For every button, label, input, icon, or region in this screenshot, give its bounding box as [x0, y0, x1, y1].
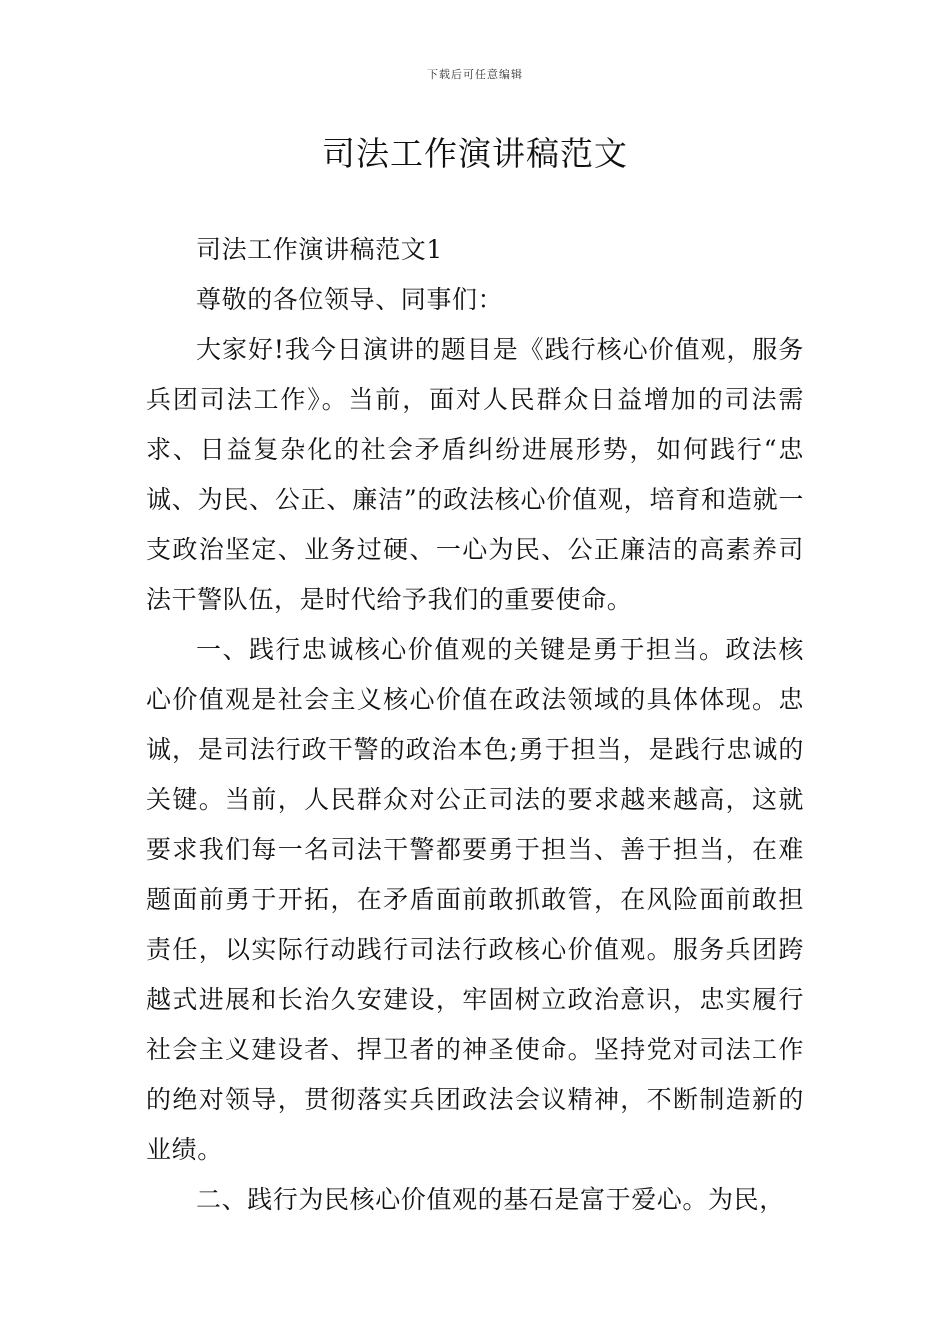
paragraph-subtitle: 司法工作演讲稿范文1: [196, 235, 443, 264]
paragraph-salutation: 尊敬的各位领导、同事们：: [196, 285, 504, 314]
paragraph-intro: 大家好!我今日演讲的题目是《践行核心价值观，服务兵团司法工作》。当前，面对人民群众日益增加的司法需求、日益复杂化的社会矛盾纠纷进展形势，如何践行“忠诚、为民、公正、廉洁”的政法核心价值观，培育和造就一支政治坚定、业务过硬、一心为民、公正廉洁的高素养司法干警队伍，是时代给予我们的重要使命。: [146, 335, 804, 614]
document-title: 司法工作演讲稿范文: [322, 134, 628, 173]
paragraph-section-1: 一、践行忠诚核心价值观的关键是勇于担当。政法核心价值观是社会主义核心价值在政法领域的具体体现。忠诚，是司法行政干警的政治本色;勇于担当，是践行忠诚的关键。当前，人民群众对公正司法的要求越来越高，这就要求我们每一名司法干警都要勇于担当、善于担当，在难题面前勇于开拓，在矛盾面前敢抓敢管，在风险面前敢担责任，以实际行动践行司法行政核心价值观。服务兵团跨越式进展和长治久安建设，牢固树立政治意识，忠实履行社会主义建设者、捍卫者的神圣使命。坚持党对司法工作的绝对领导，贯彻落实兵团政法会议精神，不断制造新的业绩。: [146, 635, 804, 1164]
header-note: 下载后可任意编辑: [427, 68, 523, 81]
document-body: [146, 225, 804, 1225]
paragraph-section-2: 二、践行为民核心价值观的基石是富于爱心。为民，: [196, 1185, 785, 1214]
